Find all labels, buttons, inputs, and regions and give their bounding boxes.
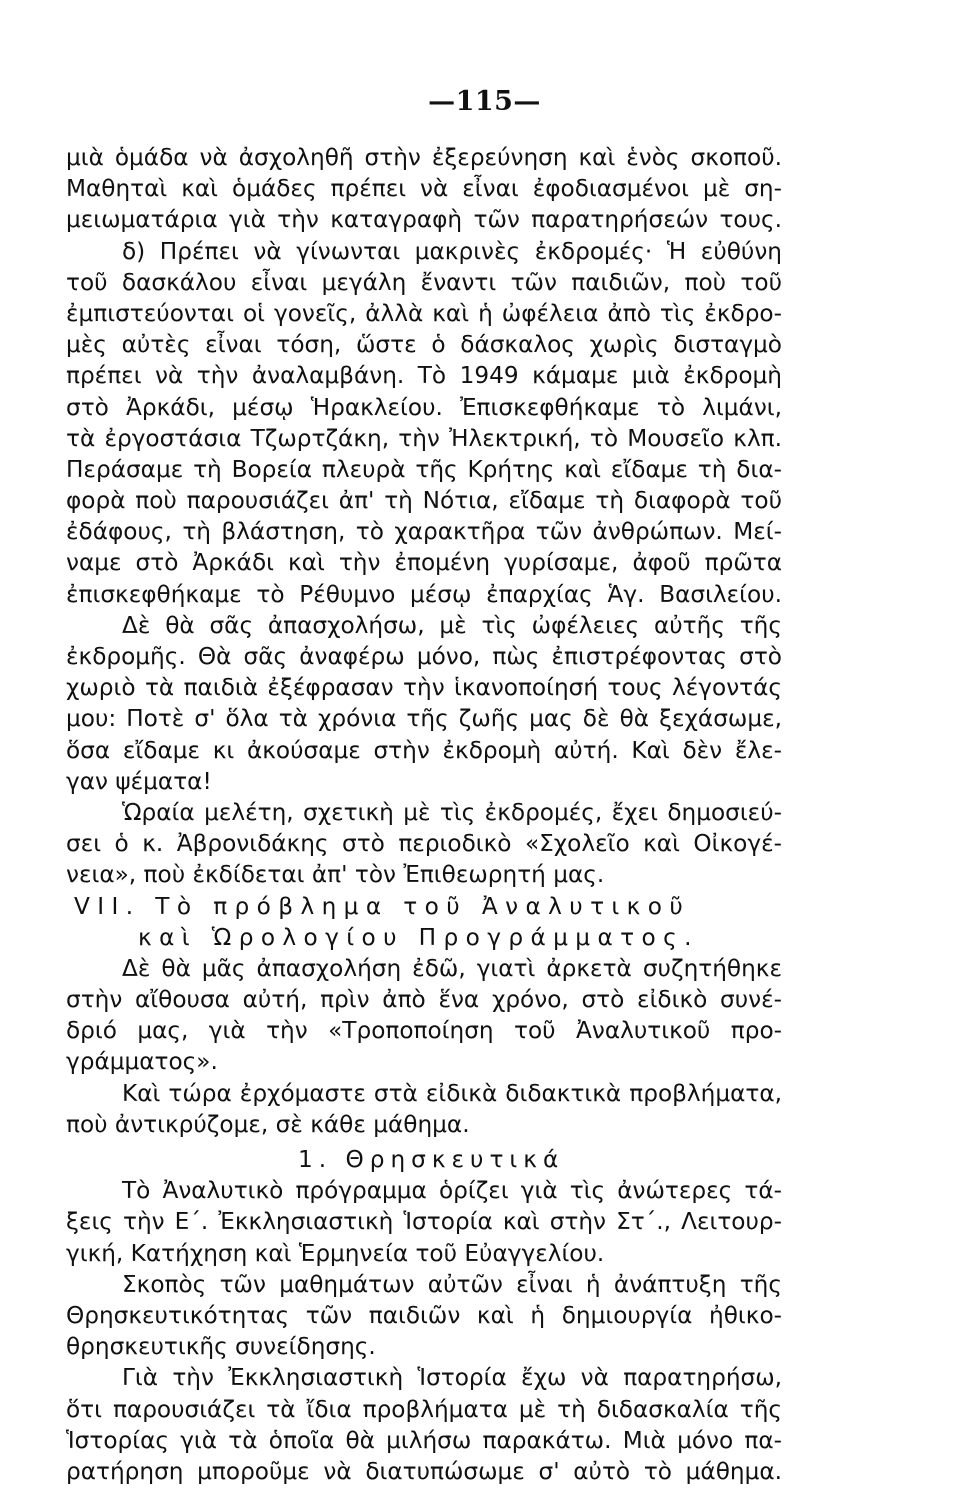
text-line: γαν ψέματα! [66, 767, 212, 795]
text-line: Θρησκευτικότητας τῶν παιδιῶν καὶ ἡ δημιουργία ἠθικο- [66, 1301, 782, 1329]
text-line: στὸ Ἀρκάδι, μέσῳ Ἡρακλείου. Ἐπισκεφθήκαμε τὸ λιμάνι, [66, 393, 782, 421]
text-line: Περάσαμε τὴ Βορεία πλευρὰ τῆς Κρήτης καὶ εἴδαμε τὴ δια- [66, 455, 782, 483]
text-line: σει ὁ κ. Ἀβρονιδάκης στὸ περιοδικὸ «Σχολεῖο καὶ Οἰκογέ- [66, 830, 782, 858]
text-line: ἐκδρομῆς. Θὰ σᾶς ἀναφέρω μόνο, πὼς ἐπιστρέφοντας στὸ [66, 643, 782, 670]
text-line: δ) Πρέπει νὰ γίνωνται μακρινὲς ἐκδρομές· Ἡ εὐθύνη [122, 237, 782, 265]
text-line: ρατήρηση μποροῦμε νὰ διατυπώσωμε σ' αὐτὸ τὸ μάθημα. [66, 1457, 782, 1485]
text-line: ναμε στὸ Ἀρκάδι καὶ τὴν ἐπομένη γυρίσαμε, ἀφοῦ πρῶτα [66, 549, 782, 577]
text-line: χωριὸ τὰ παιδιὰ ἐξέφρασαν τὴν ἱκανοποίησή τους λέγοντάς [66, 674, 782, 702]
text-line: Δὲ θὰ μᾶς ἀπασχολήση ἐδῶ, γιατὶ ἀρκετὰ συζητήθηκε [122, 954, 782, 982]
text-line: Γιὰ τὴν Ἐκκλησιαστικὴ Ἱστορία ἔχω νὰ παρατηρήσω, [122, 1364, 782, 1392]
subsection-heading: 1. Θρησκευτικά [298, 1146, 565, 1173]
text-line: Καὶ τώρα ἐρχόμαστε στὰ εἰδικὰ διδακτικὰ προβλήματα, [122, 1079, 782, 1107]
text-line: δριό μας, γιὰ τὴν «Τροποποίηση τοῦ Ἀναλυτικοῦ προ- [66, 1017, 782, 1045]
text-line: τὰ ἐργοστάσια Τζωρτζάκη, τὴν Ἠλεκτρική, τὸ Μουσεῖο κλπ. [66, 424, 782, 452]
text-line: Τὸ Ἀναλυτικὸ πρόγραμμα ὁρίζει γιὰ τὶς ἀνώτερες τά- [122, 1177, 782, 1205]
text-line: ὅτι παρουσιάζει τὰ ἴδια προβλήματα μὲ τὴ διδασκαλία τῆς [66, 1395, 782, 1423]
section-heading: VII. Τὸ πρόβλημα τοῦ Ἀναλυτικοῦ [74, 892, 691, 920]
text-line: Ὡραία μελέτη, σχετικὴ μὲ τὶς ἐκδρομές, ἔχει δημοσιεύ- [122, 798, 782, 826]
text-line: μιὰ ὁμάδα νὰ ἀσχοληθῆ στὴν ἐξερεύνηση καὶ ἑνὸς σκοποῦ. [66, 144, 782, 171]
text-line: ξεις τὴν Ε΄. Ἐκκλησιαστικὴ Ἱστορία καὶ στὴν Στ΄., Λειτουρ- [66, 1208, 782, 1236]
text-line: μειωματάρια γιὰ τὴν καταγραφὴ τῶν παρατηρήσεών τους. [66, 206, 782, 234]
section-heading: καὶ Ὡρολογίου Προγράμματος. [138, 923, 699, 951]
text-line: νεια», ποὺ ἐκδίδεται ἀπ' τὸν Ἐπιθεωρητή μας. [66, 861, 605, 889]
text-line: στὴν αἴθουσα αὐτή, πρὶν ἀπὸ ἕνα χρόνο, στὸ εἰδικὸ συνέ- [66, 986, 782, 1014]
text-line: Δὲ θὰ σᾶς ἀπασχολήσω, μὲ τὶς ὠφέλειες αὐτῆς τῆς [122, 611, 782, 639]
text-line: ἐμπιστεύονται οἱ γονεῖς, ἀλλὰ καὶ ἡ ὠφέλεια ἀπὸ τὶς ἐκδρο- [66, 299, 782, 327]
text-line: πρέπει νὰ τὴν ἀναλαμβάνη. Τὸ 1949 κάμαμε μιὰ ἐκδρομὴ [66, 362, 782, 390]
text-line: ἐπισκεφθήκαμε τὸ Ρέθυμνο μέσῳ ἐπαρχίας Ἁγ. Βασιλείου. [66, 580, 782, 608]
body-text [66, 142, 782, 1487]
page-number: —115— [428, 86, 541, 117]
text-line: ὅσα εἴδαμε κι ἀκούσαμε στὴν ἐκδρομὴ αὐτή. Καὶ δὲν ἔλε- [66, 736, 782, 764]
text-line: Ἱστορίας γιὰ τὰ ὁποῖα θὰ μιλήσω παρακάτω. Μιὰ μόνο πα- [66, 1426, 782, 1454]
text-line: φορὰ ποὺ παρουσιάζει ἀπ' τὴ Νότια, εἴδαμε τὴ διαφορὰ τοῦ [66, 487, 782, 515]
text-line: μου: Ποτὲ σ' ὅλα τὰ χρόνια τῆς ζωῆς μας δὲ θὰ ξεχάσωμε, [66, 705, 782, 733]
text-line: γική, Κατήχηση καὶ Ἑρμηνεία τοῦ Εὐαγγελίου. [66, 1239, 605, 1267]
text-line: ἐδάφους, τὴ βλάστηση, τὸ χαρακτῆρα τῶν ἀνθρώπων. Μεί- [66, 518, 782, 546]
text-line: γράμματος». [66, 1048, 218, 1076]
text-line: ποὺ ἀντικρύζομε, σὲ κάθε μάθημα. [66, 1110, 470, 1138]
text-line: Σκοπὸς τῶν μαθημάτων αὐτῶν εἶναι ἡ ἀνάπτυξη τῆς [122, 1270, 782, 1298]
text-line: Μαθηταὶ καὶ ὁμάδες πρέπει νὰ εἶναι ἐφοδιασμένοι μὲ ση- [66, 175, 782, 203]
text-line: θρησκευτικῆς συνείδησης. [66, 1333, 376, 1361]
text-line: μὲς αὐτὲς εἶναι τόση, ὥστε ὁ δάσκαλος χωρὶς δισταγμὸ [66, 331, 782, 359]
text-line: τοῦ δασκάλου εἶναι μεγάλη ἔναντι τῶν παιδιῶν, ποὺ τοῦ [66, 268, 782, 296]
